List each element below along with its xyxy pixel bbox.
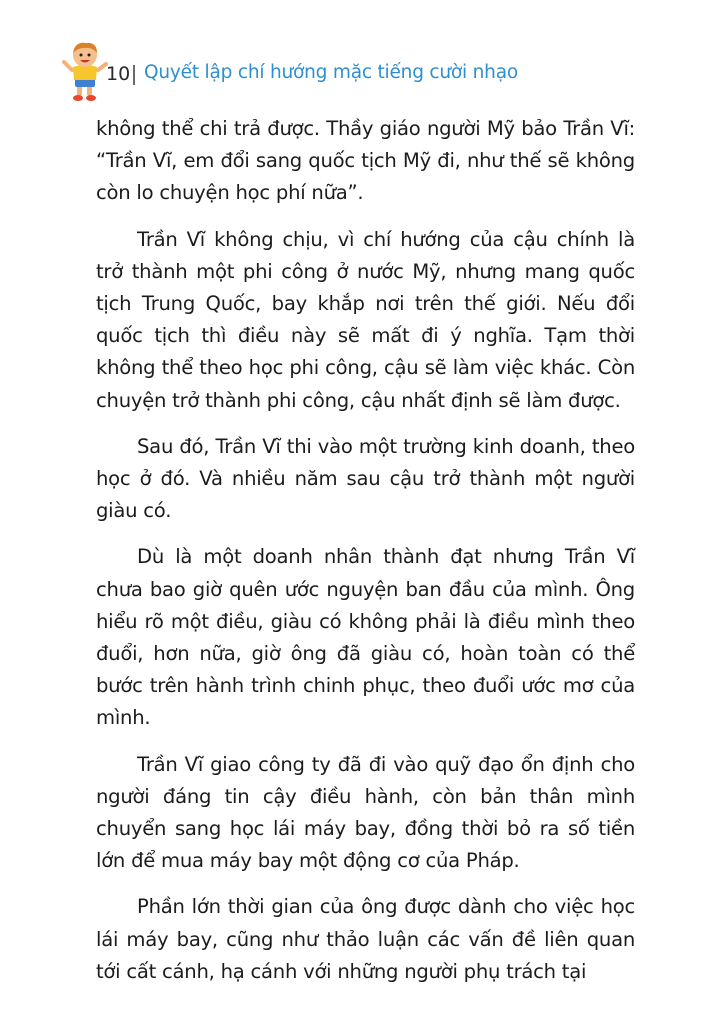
paragraph: Trần Vĩ không chịu, vì chí hướng của cậu chính là trở thành một phi công ở nước Mỹ, nhưng mang quốc tịch Trung Quốc, bay khắp nơi trên thế giới. Nếu đổi quốc tịch thì điều này sẽ mất đi ý nghĩa. Tạm thời không thể theo học phi công, cậu sẽ làm việc khác. Còn chuyện trở thành phi công, cậu nhất định sẽ làm được. <box>96 227 635 412</box>
paragraph: không thể chi trả được. Thầy giáo người Mỹ bảo Trần Vĩ: “Trần Vĩ, em đổi sang quốc tịch Mỹ đi, như thế sẽ không còn lo chuyện học phí nữa”. <box>96 117 635 205</box>
cartoon-boy-mascot-icon <box>62 40 108 102</box>
body-text <box>96 113 635 1002</box>
paragraph: Trần Vĩ giao công ty đã đi vào quỹ đạo ổn định cho người đáng tin cậy điều hành, còn bản thân mình chuyển sang học lái máy bay, đồng thời bỏ ra số tiền lớn để mua máy bay một động cơ của Pháp. <box>96 752 635 873</box>
page-number: 10 <box>106 63 131 85</box>
chapter-title: Quyết lập chí hướng mặc tiếng cười nhạo <box>144 62 518 83</box>
paragraph: Sau đó, Trần Vĩ thi vào một trường kinh doanh, theo học ở đó. Và nhiều năm sau cậu trở thành một người giàu có. <box>96 434 635 523</box>
paragraph: Phần lớn thời gian của ông được dành cho việc học lái máy bay, cũng như thảo luận các vấn đề liên quan tới cất cánh, hạ cánh với những người phụ trách tại <box>96 895 635 983</box>
header-divider <box>133 65 135 85</box>
page-header <box>62 40 662 104</box>
paragraph: Dù là một doanh nhân thành đạt nhưng Trần Vĩ chưa bao giờ quên ước nguyện ban đầu của mình. Ông hiểu rõ một điều, giàu có không phải là điều mình theo đuổi, hơn nữa, giờ ông đã giàu có, hoàn toàn có thể bước trên hành trình chinh phục, theo đuổi ước mơ của mình. <box>96 545 635 730</box>
